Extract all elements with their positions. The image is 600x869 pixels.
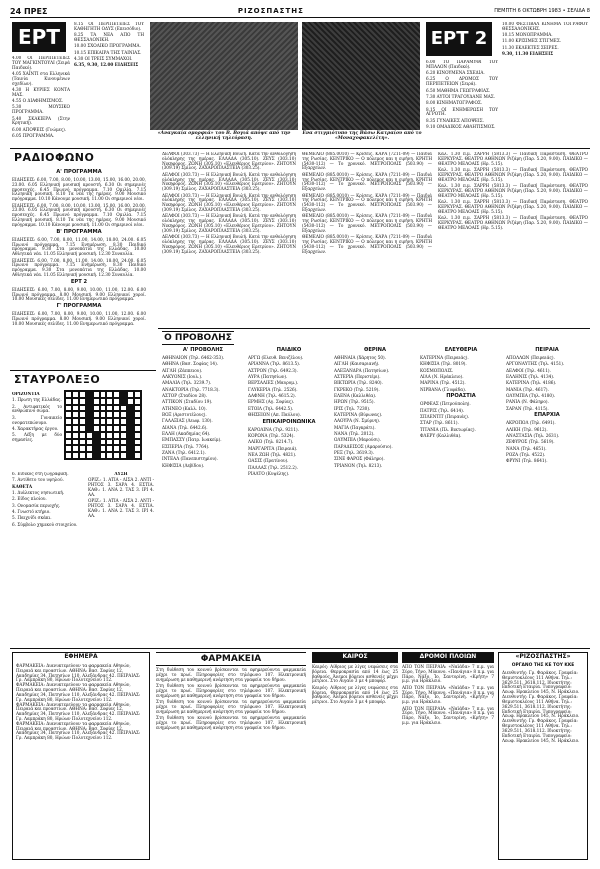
crossword-cell[interactable] xyxy=(86,432,93,439)
crossword-cell[interactable] xyxy=(100,391,107,398)
ships-section: ΔΡΟΜΟΙ ΠΛΟΙΩΝ ΑΠΟ ΤΟΝ ΠΕΙΡΑΙΑ: «Ναϊάδα» 7 π.μ. για Σύρο, Τήνο, Μύκονο. «Πανάγια» 8 π.μ. για Πάρο, Νάξο, Ίο, Σαντορίνη. «Κρήτη» 7 μ.μ. για Ηράκλειο. ΑΠΟ ΤΟΝ ΠΕΙΡΑΙΑ: «Ναϊάδα» 7 π.μ. για Σύρο, Τήνο, Μύκονο. «Πανάγια» 8 π.μ. για Πάρο, Νάξο, Ίο, Σαντορίνη. «Κρήτη» 7 μ.μ. για Ηράκλειο. ΑΠΟ ΤΟΝ ΠΕΙΡΑΙΑ: «Ναϊάδα» 7 π.μ. για Σύρο, Τήνο, Μύκονο. «Πανάγια» 8 π.μ. για Πάρο, Νάξο, Ίο, Σαντορίνη. «Κρήτη» 7 μ.μ. για Ηράκλειο. xyxy=(402,653,494,725)
crossword-block xyxy=(127,411,134,418)
crossword-cell[interactable] xyxy=(113,391,120,398)
crossword-cell[interactable] xyxy=(106,411,113,418)
crossword-cell[interactable] xyxy=(134,445,141,452)
crossword-cell[interactable] xyxy=(79,425,86,432)
crossword-cell[interactable] xyxy=(106,398,113,405)
weather-section: ΚΑΙΡΟΣ Καιρός: Αίθριος με λίγες νεφώσεις στα βόρεια. Θερμοκρασία από 14 έως 25 βαθμούς. Άνεμοι βόρειοι ασθενείς μέχρι μέτριοι. Στο Αιγαίο 3 με 4 μποφόρ. Καιρός: Αίθριος με λίγες νεφώσεις στα βόρεια. Θερμοκρασία από 14 έως 25 βαθμούς. Άνεμοι βόρειοι ασθενείς μέχρι μέτριοι. Στο Αιγαίο 3 με 4 μποφόρ. xyxy=(312,653,398,705)
crossword-cell[interactable] xyxy=(72,439,79,446)
crossword-cell[interactable] xyxy=(113,432,120,439)
divider-top xyxy=(10,148,590,149)
crossword-cell[interactable] xyxy=(100,439,107,446)
crossword-cell[interactable] xyxy=(120,452,127,459)
divider-cinema xyxy=(158,328,590,329)
crossword-cell[interactable] xyxy=(100,425,107,432)
crossword-cell[interactable] xyxy=(106,405,113,412)
cinema-col-1: Α' ΠΡΟΒΟΛΗΣ ΑΘΗΝΑΙΟΝ (Τηλ. 6462-353). ΑΘΗΝΑ (Βασ. Σοφίας 14). ΑΙΓΛΗ (Ζάππειου). ΑΛΚΥΟΝΙΣ (Ιουλ.). ΑΜΑΛΙΑ (Τηλ. 3239.7). ΑΝΑΚΤΟΡΙΑ (Τηλ. 7718.3). ΑΣΤΟΡ (Σταδίου 28). ΑΤΤΙΚΟΝ (Σταδίου 19). ΑΤΗΝΕΟ (Καλλ. 10). ΒΟΞ (Αριστοτέλους). ΓΑΛΑΞΙΑΣ (Λεωφ. 130). ΔΙΑΝΑ (Τηλ. 6442.6). ΕΛΛΗ (Ακαδημίας 64). ΕΜΠΑΣΣΥ (Πατρ. Ιωακείμ). ΕΣΠΕΡΙΑ (Τηλ. 7764). ΖΑΝΑ (Τηλ. 6412.1). ΙΝΤΕΑΛ (Πανεπιστημίου). ΚΗΦΙΣΙΑ (Λεβίδου). xyxy=(162,347,225,468)
crossword-cell[interactable] xyxy=(65,411,72,418)
crossword-cell[interactable] xyxy=(113,445,120,452)
crossword-cell[interactable] xyxy=(100,452,107,459)
pharmacy-section: ΦΑΡΜΑΚΕΙΑ Στη διάθεση του κοινού βρίσκονται τα εφημερεύοντα φαρμακεία μέχρι το πρωί. Πληροφορίες στο τηλέφωνο 107. Ηλεκτρονική ενημέρωση με καθημερινή ανάρτηση στα γραφεία του δήμου. Στη διάθεση του κοινού βρίσκονται τα εφημερεύοντα φαρμακεία μέχρι το πρωί. Πληροφορίες στο τηλέφωνο 107. Ηλεκτρονική ενημέρωση με καθημερινή ανάρτηση στα γραφεία του δήμου. Στη διάθεση του κοινού βρίσκονται τα εφημερεύοντα φαρμακεία μέχρι το πρωί. Πληροφορίες στο τηλέφωνο 107. Ηλεκτρονική ενημέρωση με καθημερινή ανάρτηση στα γραφεία του δήμου. Στη διάθεση του κοινού βρίσκονται τα εφημερεύοντα φαρμακεία μέχρι το πρωί. Πληροφορίες στο τηλέφωνο 107. Ηλεκτρονική ενημέρωση με καθημερινή ανάρτηση στα γραφεία του δήμου. xyxy=(156,654,306,730)
ert1-program-continued: 8.15 ΟΙ ΠΕΡΙΠΕΤΕΙΕΣ ΤΟΥ ΚΑΘΗΓΗΤΗ ΟΔΥΣ (Επεισόδιο). 8.25 ΤΑ ΝΕΑ ΑΠΟ ΤΗ ΘΕΣΣΑΛΟΝΙΚΗ. 10.00 ΣΧΟΛΙΚΟ ΠΡΟΓΡΑΜΜΑ. 10.15 ΕΠΙΚΑΙΡΑ ΤΗΣ ΤΑΙΝΙΑΣ. 4.30 ΟΙ ΤΡΕΙΣ ΣΥΜΜΑΧΟΙ. 6.35, 9.30, 12.00 ΕΙΔΗΣΕΙΣ xyxy=(74,22,144,68)
crossword-cell[interactable] xyxy=(93,411,100,418)
crossword-cell[interactable] xyxy=(100,445,107,452)
crossword-cell[interactable] xyxy=(134,432,141,439)
crossword-cell[interactable] xyxy=(106,432,113,439)
newspaper-page xyxy=(10,6,590,863)
radio-listings: Α' ΠΡΟΓΡΑΜΜΑ ΕΙΔΗΣΕΙΣ: 6.00, 7.00, 8.00, 10.00, 13.00, 15.00, 16.00, 20.00, 23.00. 6.05 Ελληνική μουσική κρουστή. 6.30 Οι σημερινές προσευχές. 6.45 Πρωινό πρόγραμμα. 7.10 Ομιλία. 7.15 Ελληνική μουσική. 8.10 Τα νέα της ημέρας. 9.00 Μουσικό πρόγραμμα. 10.10 Κάνουμε μουσική. 11.00 Οι σημερινοί νέοι. ΕΙΔΗΣΕΙΣ: 6.00, 7.00, 8.00, 10.00, 13.00, 15.00, 16.00, 20.00, 23.00. 6.05 Ελληνική μουσική κρουστή. 6.30 Οι σημερινές προσευχές. 6.45 Πρωινό πρόγραμμα. 7.10 Ομιλία. 7.15 Ελληνική μουσική. 8.10 Τα νέα της ημέρας. 9.00 Μουσικό πρόγραμμα. 10.10 Κάνουμε μουσική. 11.00 Οι σημερινοί νέοι. Β' ΠΡΟΓΡΑΜΜΑ ΕΙΔΗΣΕΙΣ: 6.00, 7.00, 8.00, 11.00, 14.00, 18.00, 24.00. 6.05 Πρωινό πρόγραμμα. 7.15 Ενημέρωση. 8.30 Παιδικό πρόγραμμα. 9.30 Στα μονοπάτια της Ελλάδας. 10.00 Αθλητικά νέα. 11.05 Ελληνική μουσική. 12.30 Συναυλία. ΕΙΔΗΣΕΙΣ: 6.00, 7.00, 8.00, 11.00, 14.00, 18.00, 24.00. 6.05 Πρωινό πρόγραμμα. 7.15 Ενημέρωση. 8.30 Παιδικό πρόγραμμα. 9.30 Στα μονοπάτια της Ελλάδας. 10.00 Αθλητικά νέα. 11.05 Ελληνική μουσική. 12.30 Συναυλία. ΕΡΤ 2 ΕΙΔΗΣΕΙΣ: 6.00, 7.00, 8.00, 9.00, 10.00, 11.00, 12.00. 6.00 Πρωινό πρόγραμμα. 8.00 Μουσική. 9.00 Ελληνικοί χοροί. 10.00 Μουσικές σελίδες. 11.00 Ενημερωτικό πρόγραμμα. Γ' ΠΡΟΓΡΑΜΜΑ ΕΙΔΗΣΕΙΣ: 6.00, 7.00, 8.00, 9.00, 10.00, 11.00, 12.00. 6.00 Πρωινό πρόγραμμα. 8.00 Μουσική. 9.00 Ελληνικοί χοροί. 10.00 Μουσικές σελίδες. 11.00 Ενημερωτικό πρόγραμμα. xyxy=(12,169,146,326)
crossword-block xyxy=(120,398,127,405)
crossword-cell[interactable] xyxy=(120,439,127,446)
cinema-col-5: ΠΕΙΡΑΙΑ ΑΠΟΛΛΩΝ (Πειραιάς). ΑΡΓΟΝΑΥΤΗΣ (Τηλ. 4151). ΔΕΛΦΟΙ (Τηλ. 4611). ΕΛΛΗΝΙΣ (Τηλ. 4134). ΚΑΤΕΡΙΝΑ (Τηλ. 4186). ΜΑΝΙΑ (Τηλ. 4617). ΟΛΥΜΠΙΑ (Τηλ. 4180). ΡΑΝΙΑ (Ν. Φάληρο). ΣΑΡΑΝ (Τηλ. 4115). ΕΠΑΡΧΙΑ ΑΚΡΟΠΟΛ (Τηλ. 6491). ΑΛΙΚΗ (Τηλ. 9612). ΑΝΑΣΤΑΣΙΑ (Τηλ. 2631). ΖΕΦΥΡΟΣ (Τηλ. 5619). ΝΑΝΑ (Τηλ. 4651). ΡΟΖΑ (Τηλ. 4522). ΦΡΥΝΙ (Τηλ. 8641). xyxy=(506,347,565,464)
crossword-cell[interactable] xyxy=(79,445,86,452)
crossword-cell[interactable] xyxy=(65,425,72,432)
crossword-cell[interactable] xyxy=(72,405,79,412)
crossword-cell[interactable] xyxy=(100,398,107,405)
efimera-box: ΕΦΗΜΕΡΑ ΦΑΡΜΑΚΕΙΑ: Διανυκτερεύουν τα φαρμακεία Αθηνών, Πειραιά και προαστίων. ΑΘΗΝΑ: Βασ. Σοφίας 12, Ακαδημίας 34, Πατησίων 110, Αλεξάνδρας 42. ΠΕΙΡΑΙΑΣ: Γρ. Λαμπράκη 80, Ηρώων Πολυτεχνείου 112. ΦΑΡΜΑΚΕΙΑ: Διανυκτερεύουν τα φαρμακεία Αθηνών, Πειραιά και προαστίων. ΑΘΗΝΑ: Βασ. Σοφίας 12, Ακαδημίας 34, Πατησίων 110, Αλεξάνδρας 42. ΠΕΙΡΑΙΑΣ: Γρ. Λαμπράκη 80, Ηρώων Πολυτεχνείου 112. ΦΑΡΜΑΚΕΙΑ: Διανυκτερεύουν τα φαρμακεία Αθηνών, Πειραιά και προαστίων. ΑΘΗΝΑ: Βασ. Σοφίας 12, Ακαδημίας 34, Πατησίων 110, Αλεξάνδρας 42. ΠΕΙΡΑΙΑΣ: Γρ. Λαμπράκη 80, Ηρώων Πολυτεχνείου 112. ΦΑΡΜΑΚΕΙΑ: Διανυκτερεύουν τα φαρμακεία Αθηνών, Πειραιά και προαστίων. ΑΘΗΝΑ: Βασ. Σοφίας 12, Ακαδημίας 34, Πατησίων 110, Αλεξάνδρας 42. ΠΕΙΡΑΙΑΣ: Γρ. Λαμπράκη 80, Ηρώων Πολυτεχνείου 112. xyxy=(12,652,150,860)
crossword-cell[interactable] xyxy=(120,425,127,432)
crossword-cell[interactable] xyxy=(120,445,127,452)
crossword-block xyxy=(127,452,134,459)
crossword-cell[interactable] xyxy=(134,452,141,459)
crossword-cell[interactable] xyxy=(127,391,134,398)
photo-vaso-katraiou xyxy=(302,22,420,130)
crossword-block xyxy=(93,445,100,452)
crossword-block xyxy=(86,411,93,418)
crossword-block xyxy=(86,405,93,412)
crossword-cell[interactable] xyxy=(134,398,141,405)
crossword-cell[interactable] xyxy=(120,418,127,425)
crossword-cell[interactable] xyxy=(65,398,72,405)
crossword-cell[interactable] xyxy=(65,445,72,452)
crossword-solution: ΛΥΣΗ ΟΡΙΖ.: 1. ΑΤΙΑ - ΛΙΣΑ 2. ΑΝΤΙ - ΡΗΤΟΣ 3. ΣΑΡΑ 4. ΕΣΤΙΑ. ΚΑΘ.: 1. ΑΝΑ 2. ΤΑΣ 3. ΙΡΙ 4. ΑΑ. ΟΡΙΖ.: 1. ΑΤΙΑ - ΛΙΣΑ 2. ΑΝΤΙ - ΡΗΤΟΣ 3. ΣΑΡΑ 4. ΕΣΤΙΑ. ΚΑΘ.: 1. ΑΝΑ 2. ΤΑΣ 3. ΙΡΙ 4. ΑΑ. xyxy=(88,472,154,518)
crossword-block xyxy=(127,439,134,446)
crossword-cell[interactable] xyxy=(100,405,107,412)
ert2-program: 6.00 ΤΟ ΠΑΡΑΜΥΘΙ ΤΟΥ ΜΠΑΛΟΝ (Παιδικό). 6.20 ΚΙΝΟΥΜΕΝΑ ΣΧΕΔΙΑ. 6.25 Ο ΔΡΟΜΟΣ ΤΟΥ ΠΕΡΙΠΕΤΕΙΩΝ (Σειρά). 6.50 ΜΑΘΗΜΑ ΓΕΩΓΡΑΦΙΑΣ. 7.30 ΑΥΤΟΙ ΤΡΑΓΟΥΔΑΝΕ ΜΑΣ. 8.00 ΚΙΝΗΜΑΤΟΓΡΑΦΟΣ. 8.15 ΟΙ ΕΝΗΜΕΡΩΣΗ ΤΟΥ ΑΓΡΟΤΗ. 8.35 ΓΥΝΑΙΚΕΣ ΑΠΟΨΕΙΣ. 9.10 ΟΜΑΔΙΚΟΣ ΑΘΛΗΤΙΣΜΟΣ. xyxy=(426,60,498,130)
listings-column-c: Καλ. 1.30 π.μ. ΣΑΡΡΗ (5813.3) — Παιδική Παράσταση. ΘΕΑΤΡΟ ΚΕΡΚΥΡΑΣ. ΘΕΑΤΡΟ ΑΘΗΝΩΝ Ριζάρη (Παρ. 5.20, 9.00). ΠΑΙΔΙΚΟ — ΘΕΑΤΡΟ ΜΕΛΟΑΙΣ (Ηρ. 5.15). Καλ. 1.30 π.μ. ΣΑΡΡΗ (5813.3) — Παιδική Παράσταση. ΘΕΑΤΡΟ ΚΕΡΚΥΡΑΣ. ΘΕΑΤΡΟ ΑΘΗΝΩΝ Ριζάρη (Παρ. 5.20, 9.00). ΠΑΙΔΙΚΟ — ΘΕΑΤΡΟ ΜΕΛΟΑΙΣ (Ηρ. 5.15). Καλ. 1.30 π.μ. ΣΑΡΡΗ (5813.3) — Παιδική Παράσταση. ΘΕΑΤΡΟ ΚΕΡΚΥΡΑΣ. ΘΕΑΤΡΟ ΑΘΗΝΩΝ Ριζάρη (Παρ. 5.20, 9.00). ΠΑΙΔΙΚΟ — ΘΕΑΤΡΟ ΜΕΛΟΑΙΣ (Ηρ. 5.15). Καλ. 1.30 π.μ. ΣΑΡΡΗ (5813.3) — Παιδική Παράσταση. ΘΕΑΤΡΟ ΚΕΡΚΥΡΑΣ. ΘΕΑΤΡΟ ΑΘΗΝΩΝ Ριζάρη (Παρ. 5.20, 9.00). ΠΑΙΔΙΚΟ — ΘΕΑΤΡΟ ΜΕΛΟΑΙΣ (Ηρ. 5.15). Καλ. 1.30 π.μ. ΣΑΡΡΗ (5813.3) — Παιδική Παράσταση. ΘΕΑΤΡΟ ΚΕΡΚΥΡΑΣ. ΘΕΑΤΡΟ ΑΘΗΝΩΝ Ριζάρη (Παρ. 5.20, 9.00). ΠΑΙΔΙΚΟ — ΘΕΑΤΡΟ ΜΕΛΟΑΙΣ (Ηρ. 5.15). xyxy=(438,152,588,230)
crossword-block xyxy=(127,432,134,439)
crossword-cell[interactable] xyxy=(65,452,72,459)
paper-name: ΡΙΖΟΣΠΑΣΤΗΣ xyxy=(237,7,304,16)
crossword-cell[interactable] xyxy=(93,405,100,412)
crossword-block xyxy=(127,418,134,425)
crossword-cell[interactable] xyxy=(100,418,107,425)
photo-caption-left: «Αναγκαία ομορφιά» του Β. Βογιά απόψε από την ελληνική τηλεόραση. xyxy=(157,131,291,142)
crossword-cell[interactable] xyxy=(93,398,100,405)
crossword-block xyxy=(127,445,134,452)
ert2-program-continued: 10.00 ΦΕΣΤΙΒΑΛ ΚΙΝΗΜΑ ΤΟΓΡΑΦΟΥ ΘΕΣΣΑΛΟΝΙΚΗΣ. 10.15 ΜΟΝΟΠΡΑΜΜΑ. 11.00 ΚΡΙΣΙΜΕΣ ΣΤΙΓΜΕΣ. 11.30 ΕΚΛΕΚΤΕΣ ΣΕΙΡΕΣ. 9.30, 11.30 ΕΙΔΗΣΕΙΣ xyxy=(502,22,588,57)
crossword-cell[interactable] xyxy=(134,439,141,446)
crossword-across: ΟΡΙΖΟΝΤΙΑ 1. Πρωτη της Ελλάδας. 2. Αντιφατικός το ανθρώπινο σώμα. 3. Γυναικείο ονοματεπώνυμο. 4. Χαρακτήρας έργου. 5. Λέξη με δύο σημασίες. xyxy=(12,392,62,443)
crossword-cell[interactable] xyxy=(106,452,113,459)
masthead xyxy=(10,6,590,18)
crossword-block xyxy=(86,418,93,425)
crossword-cell[interactable] xyxy=(134,391,141,398)
crossword-cell[interactable] xyxy=(65,439,72,446)
crossword-cell[interactable] xyxy=(106,425,113,432)
crossword-cell[interactable] xyxy=(79,452,86,459)
crossword-cell[interactable] xyxy=(113,452,120,459)
crossword-cell[interactable] xyxy=(113,398,120,405)
crossword-cell[interactable] xyxy=(106,439,113,446)
crossword-cell[interactable] xyxy=(106,418,113,425)
crossword-cell[interactable] xyxy=(72,398,79,405)
crossword-cell[interactable] xyxy=(106,391,113,398)
crossword-cell[interactable] xyxy=(100,432,107,439)
crossword-cell[interactable] xyxy=(120,411,127,418)
crossword-cell[interactable] xyxy=(86,445,93,452)
crossword-cell[interactable] xyxy=(72,418,79,425)
crossword-cell[interactable] xyxy=(113,439,120,446)
crossword-cell[interactable] xyxy=(127,398,134,405)
crossword-clues-a: 6. Ειδικός στη ζωγραφική. 7. Αντίθετο του υψηλού. ΚΑΘΕΤΑ 1. Διάλεκτος νησιωτική. 2. Είδος πλοίου. 3. Ονομασία περιοχής. 4. Γνωστό κτήριο. 5. Παιχνίδι σκάκι. 6. Σύμβολο χημικού στοιχείου. xyxy=(12,472,78,527)
crossword-cell[interactable] xyxy=(113,418,120,425)
crossword-cell[interactable] xyxy=(72,432,79,439)
crossword-cell[interactable] xyxy=(113,425,120,432)
crossword-cell[interactable] xyxy=(72,445,79,452)
crossword-cell[interactable] xyxy=(120,432,127,439)
crossword-cell[interactable] xyxy=(113,411,120,418)
cinema-title: Ο ΠΡΟΒΟΛΗΣ xyxy=(162,331,234,345)
radio-title: ΡΑΔΙΟΦΩΝΟ xyxy=(14,151,95,164)
crossword-grid[interactable] xyxy=(64,390,142,460)
crossword-cell[interactable] xyxy=(79,439,86,446)
crossword-block xyxy=(86,391,93,398)
crossword-cell[interactable] xyxy=(93,391,100,398)
crossword-cell[interactable] xyxy=(134,418,141,425)
cinema-col-2: ΠΑΙΔΙΚΟ ΑΡΓΩ (Ελευθ. Βενιζέλου). ΑΡΙΑΝΝΑ (Τηλ. 8613.5). ΑΣΤΡΟΝ (Τηλ. 6492.3). ΑΥΡΑ (Πατησίων). ΒΕΡΣΑΛΙΕΣ (Μαυρομ.). ΓΛΥΚΕΡΙΑ (Τηλ. 2526). ΔΑΦΝΗ (Τηλ. 4615.2). ΕΡΜΗΣ (Αγ. Σοφίας). ΕΤΟΙΛ (Τηλ. 6442.5). ΘΗΣΕΙΟΝ (Απ. Παύλου). ΕΠΙΚΑΙΡΟΙΝΩΝΙΚΑ ΚΑΡΟΛΙΝΑ (Τηλ. 9211). ΚΟΡΩΝΑ (Τηλ. 5324). ΛΑΙΚΟ (Τηλ. 8214.7). ΜΑΡΓΑΡΙΤΑ (Πειραιά). ΝΕΑ ΖΩΗ (Τηλ. 4821). ΟΑΣΙΣ (Πρατίνου). ΠΑΛΛΑΣ (Τηλ. 2512.2). ΡΙΑΛΤΟ (Κυψέλης). xyxy=(248,347,316,477)
divider-crossword xyxy=(10,370,156,371)
cinema-col-3: ΘΕΡΙΝΑ ΑΘΗΝΑΙΑ (Χάρητος 50). ΑΙΓΛΗ (Καισαριανή). ΑΛΕΞΑΝΔΡΑ (Πατησίων). ΑΣΤΕΡΙΑ (Περιστέρι). ΒΙΚΤΩΡΙΑ (Τηλ. 8240). ΓΚΡΕΚΟ (Τηλ. 5219). ΕΛΕΝΑ (Καλλιθέα). ΗΡΩΝ (Τηλ. 9515). ΙΡΙΣ (Τηλ. 7230). ΚΑΤΕΡΙΝΑ (Βύρωνας). ΛΑΟΥΡΑ (Ν. Σμύρνη). ΜΑΓΙΑ (Παγκράτι). ΝΑΝΑ (Τηλ. 2012). ΟΛΥΜΠΙΑ (Μαρούσι). ΠΑΡΑΔΕΙΣΟΣ (Αμαρούσιο). ΡΕΞ (Τηλ. 3619.3). ΣΙΝΕ ΦΑΡΟΣ (Φάληρο). ΤΡΙΑΝΟΝ (Τηλ. 8213). xyxy=(334,347,393,468)
ert1-program: 4.00 ΟΙ ΠΕΡΙΠΕΤΕΙΕΣ ΤΟΥ ΜΑΓΚΙΝΤΟΥΛΙ (Σειρά Παιδικό). 4.05 ΧΑΪΝΤΙ στα Ελληνικά (Ταινία Κινουμένων σχεδίων). 4.30 Η ΚΥΡΙΕΣ ΚΟΝΤΑ ΜΑΣ. 4.55 Ο ΔΙΑΦΗΜΙΣΜΟΣ. 5.30 ΜΟΥΣΙΚΟ ΠΡΟΓΡΑΜΜΑ. 5.40 ΣΚΑΚΙΕΡΑ (Στην Κρητική). 6.00 ΑΠΟΨΕΙΣ (Γνώμες). 6.05 ΠΡΟΓΡΑΜΜΑ. xyxy=(12,56,70,139)
crossword-cell[interactable] xyxy=(79,405,86,412)
crossword-cell[interactable] xyxy=(106,445,113,452)
crossword-cell[interactable] xyxy=(86,439,93,446)
crossword-cell[interactable] xyxy=(65,432,72,439)
crossword-cell[interactable] xyxy=(79,432,86,439)
listings-column-a: ΔΕΛΦΟΙ (303.73) — Η Ελληνική Βουλή. Κατά την ανθολόγηση ολόκληρης της ημέρας. ΕΛΛΑΔΑ (305.10). ΖΕΥΣ (303.10) Νικηφόρος. ΖΩΝΗ (305.10) «Ελευθέριος Ερετρίου». ΖΗΤΟΥΝ (309.19) Σμίλος. ΖΑΧΑΡΟΠΛΑΣΤΕΙΑ (303.25). ΔΕΛΦΟΙ (303.73) — Η Ελληνική Βουλή. Κατά την ανθολόγηση ολόκληρης της ημέρας. ΕΛΛΑΔΑ (305.10). ΖΕΥΣ (303.10) Νικηφόρος. ΖΩΝΗ (305.10) «Ελευθέριος Ερετρίου». ΖΗΤΟΥΝ (309.19) Σμίλος. ΖΑΧΑΡΟΠΛΑΣΤΕΙΑ (303.25). ΔΕΛΦΟΙ (303.73) — Η Ελληνική Βουλή. Κατά την ανθολόγηση ολόκληρης της ημέρας. ΕΛΛΑΔΑ (305.10). ΖΕΥΣ (303.10) Νικηφόρος. ΖΩΝΗ (305.10) «Ελευθέριος Ερετρίου». ΖΗΤΟΥΝ (309.19) Σμίλος. ΖΑΧΑΡΟΠΛΑΣΤΕΙΑ (303.25). ΔΕΛΦΟΙ (303.73) — Η Ελληνική Βουλή. Κατά την ανθολόγηση ολόκληρης της ημέρας. ΕΛΛΑΔΑ (305.10). ΖΕΥΣ (303.10) Νικηφόρος. ΖΩΝΗ (305.10) «Ελευθέριος Ερετρίου». ΖΗΤΟΥΝ (309.19) Σμίλος. ΖΑΧΑΡΟΠΛΑΣΤΕΙΑ (303.25). ΔΕΛΦΟΙ (303.73) — Η Ελληνική Βουλή. Κατά την ανθολόγηση ολόκληρης της ημέρας. ΕΛΛΑΔΑ (305.10). ΖΕΥΣ (303.10) Νικηφόρος. ΖΩΝΗ (305.10) «Ελευθέριος Ερετρίου». ΖΗΤΟΥΝ (309.19) Σμίλος. ΖΑΧΑΡΟΠΛΑΣΤΕΙΑ (303.25). xyxy=(162,152,296,254)
crossword-cell[interactable] xyxy=(65,405,72,412)
crossword-block xyxy=(93,452,100,459)
crossword-cell[interactable] xyxy=(79,411,86,418)
crossword-cell[interactable] xyxy=(65,418,72,425)
crossword-cell[interactable] xyxy=(100,411,107,418)
cinema-col-4: ΕΛΕΥΘΕΡΙΑ ΚΑΤΕΡΙΝΑ (Πειραιάς). ΚΗΦΙΣΙΑ (Τηλ. 8019). ΚΟΣΜΟΠΟΛΙΣ. ΛΙΛΑ (Ν. Ηράκλειο). ΜΑΡΙΝΑ (Τηλ. 4512). ΝΙΡΒΑΝΑ (Γλυφάδα). ΠΡΟΑΣΤΙΑ ΟΡΦΕΑΣ (Πετρούπολη). ΠΑΤΡΙΣ (Τηλ. 6414). ΣΠΛΕΝΤΙΤ (Πειραιάς). ΣΤΑΡ (Τηλ. 8611). ΤΙΤΑΝΙΑ (Πλ. Βικτωρίας). ΦΛΕΡΥ (Καλλιθέα). xyxy=(420,347,478,439)
crossword-cell[interactable] xyxy=(134,425,141,432)
crossword-block xyxy=(93,439,100,446)
divider-bottom xyxy=(10,648,590,649)
crossword-cell[interactable] xyxy=(65,391,72,398)
issue-date: ΠΕΜΠΤΗ 6 ΟΚΤΩΒΡΗ 1983 • ΣΕΛΙΔΑ 8 xyxy=(494,7,590,14)
crossword-cell[interactable] xyxy=(134,411,141,418)
crossword-cell[interactable] xyxy=(134,405,141,412)
photo-caption-right: Ενα στιγμιότυπο της Βάσω Κατραίου από το «Μοναχοφακελίτη». xyxy=(302,131,422,142)
crossword-title: ΣΤΑΥΡΟΛΕΞΟ xyxy=(14,373,101,386)
crossword-cell[interactable] xyxy=(72,425,79,432)
crossword-cell[interactable] xyxy=(72,411,79,418)
crossword-cell[interactable] xyxy=(79,391,86,398)
crossword-cell[interactable] xyxy=(86,452,93,459)
crossword-block xyxy=(120,391,127,398)
page-number: 24 ΠΡΕΣ xyxy=(10,6,48,16)
publisher-box: «ΡΙΖΟΣΠΑΣΤΗΣ» ΟΡΓΑΝΟ ΤΗΣ ΚΕ ΤΟΥ ΚΚΕ Διευθυντής: Γρ. Φαράκος. Γραφεία: Θεμιστοκλέους 111 Αθήνα. Τηλ.: 3629.511, 3618.112. Ιδιοκτήτης: Εκδοτική Εταιρία. Τυπογραφείο: Λεωφ. Ηρακλείου 145, Ν. Ηράκλειο. Διευθυντής: Γρ. Φαράκος. Γραφεία: Θεμιστοκλέους 111 Αθήνα. Τηλ.: 3629.511, 3618.112. Ιδιοκτήτης: Εκδοτική Εταιρία. Τυπογραφείο: Λεωφ. Ηρακλείου 145, Ν. Ηράκλειο. Διευθυντής: Γρ. Φαράκος. Γραφεία: Θεμιστοκλέους 111 Αθήνα. Τηλ.: 3629.511, 3618.112. Ιδιοκτήτης: Εκδοτική Εταιρία. Τυπογραφείο: Λεωφ. Ηρακλείου 145, Ν. Ηράκλειο. xyxy=(498,652,588,860)
crossword-block xyxy=(86,398,93,405)
crossword-block xyxy=(86,425,93,432)
crossword-cell[interactable] xyxy=(72,452,79,459)
crossword-block xyxy=(127,425,134,432)
ert2-logo: ΕΡΤ 2 xyxy=(426,22,492,56)
crossword-cell[interactable] xyxy=(79,398,86,405)
photo-anagkaia-omorfia xyxy=(150,22,298,130)
crossword-cell[interactable] xyxy=(72,391,79,398)
crossword-block xyxy=(127,405,134,412)
crossword-cell[interactable] xyxy=(93,418,100,425)
crossword-cell[interactable] xyxy=(93,425,100,432)
crossword-cell[interactable] xyxy=(120,405,127,412)
listings-column-b: ΘΕΜΕΛΙΟ (885.0010) — Κρίσεις. ΚΑΡΑ (7211-09) — Παιδιά της Ρωσίας. ΚΕΝΤΡΙΚΟ — Ο πόλεμος και η ειρήνη. ΚΡΗΤΗ (5430-112) — Το χρονικό. ΜΕΤΡΟΠΟΛΙΣ (503.90) — Εξαρχείων. ΘΕΜΕΛΙΟ (885.0010) — Κρίσεις. ΚΑΡΑ (7211-09) — Παιδιά της Ρωσίας. ΚΕΝΤΡΙΚΟ — Ο πόλεμος και η ειρήνη. ΚΡΗΤΗ (5430-112) — Το χρονικό. ΜΕΤΡΟΠΟΛΙΣ (503.90) — Εξαρχείων. ΘΕΜΕΛΙΟ (885.0010) — Κρίσεις. ΚΑΡΑ (7211-09) — Παιδιά της Ρωσίας. ΚΕΝΤΡΙΚΟ — Ο πόλεμος και η ειρήνη. ΚΡΗΤΗ (5430-112) — Το χρονικό. ΜΕΤΡΟΠΟΛΙΣ (503.90) — Εξαρχείων. ΘΕΜΕΛΙΟ (885.0010) — Κρίσεις. ΚΑΡΑ (7211-09) — Παιδιά της Ρωσίας. ΚΕΝΤΡΙΚΟ — Ο πόλεμος και η ειρήνη. ΚΡΗΤΗ (5430-112) — Το χρονικό. ΜΕΤΡΟΠΟΛΙΣ (503.90) — Εξαρχείων. ΘΕΜΕΛΙΟ (885.0010) — Κρίσεις. ΚΑΡΑ (7211-09) — Παιδιά της Ρωσίας. ΚΕΝΤΡΙΚΟ — Ο πόλεμος και η ειρήνη. ΚΡΗΤΗ (5430-112) — Το χρονικό. ΜΕΤΡΟΠΟΛΙΣ (503.90) — Εξαρχείων. xyxy=(302,152,432,254)
crossword-block xyxy=(93,432,100,439)
crossword-cell[interactable] xyxy=(113,405,120,412)
crossword-cell[interactable] xyxy=(79,418,86,425)
ert1-logo: ΕΡΤ xyxy=(12,22,66,52)
